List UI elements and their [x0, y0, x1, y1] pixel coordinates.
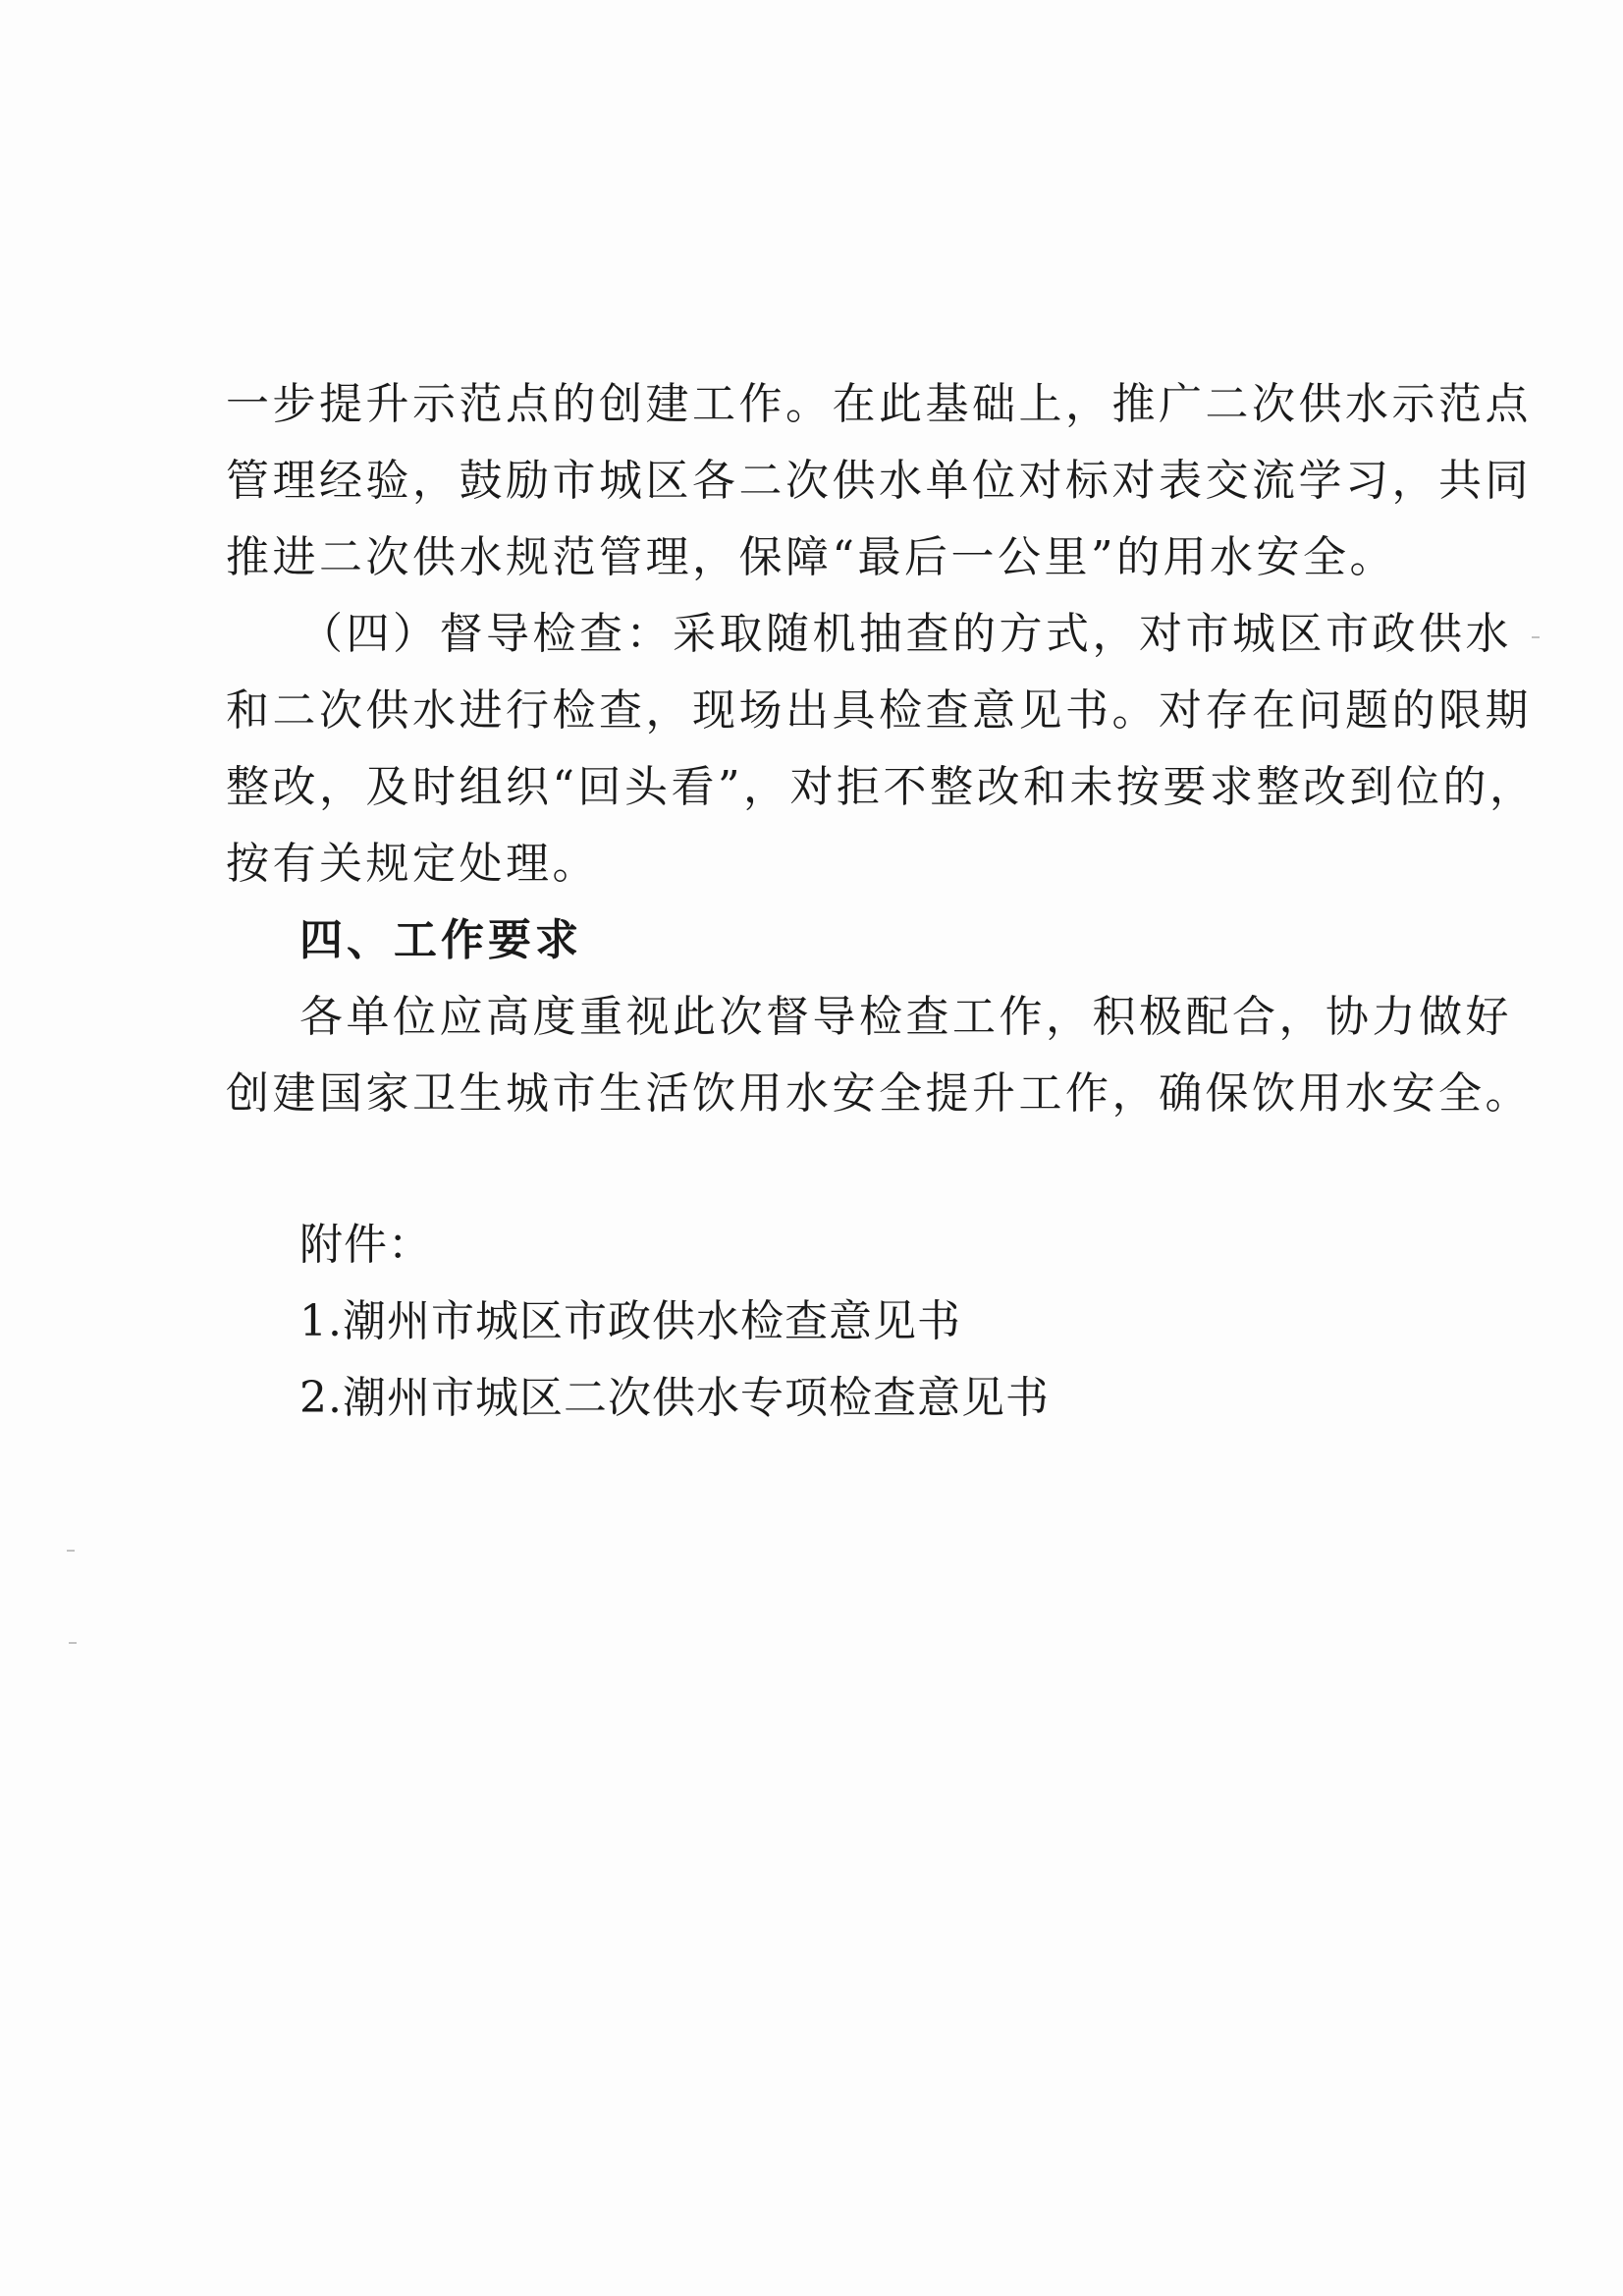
scan-speck: [1532, 636, 1540, 638]
paragraph-line: 按有关规定处理。: [226, 839, 599, 889]
paragraph-line: 创建国家卫生城市生活饮用水安全提升工作，确保饮用水安全。: [226, 1068, 1532, 1119]
paragraph-line: 整改，及时组织“回头看”，对拒不整改和未按要求整改到位的，: [226, 762, 1537, 812]
paragraph-line: 一步提升示范点的创建工作。在此基础上，推广二次供水示范点: [226, 379, 1532, 429]
scan-speck: [67, 1550, 75, 1552]
paragraph-line: 管理经验，鼓励市城区各二次供水单位对标对表交流学习，共同: [226, 456, 1532, 506]
paragraph-line: （四）督导检查：采取随机抽查的方式，对市城区市政供水: [299, 609, 1512, 659]
paragraph-line: 推进二次供水规范管理，保障“最后一公里”的用水安全。: [226, 532, 1396, 582]
attachment-item: 1.潮州市城区市政供水检查意见书: [299, 1296, 961, 1346]
paragraph-line: 各单位应高度重视此次督导检查工作，积极配合，协力做好: [299, 992, 1512, 1042]
attachments-label: 附件：: [299, 1220, 432, 1270]
paragraph-line: 和二次供水进行检查，现场出具检查意见书。对存在问题的限期: [226, 685, 1532, 736]
scan-speck: [69, 1642, 77, 1644]
section-heading: 四、工作要求: [299, 915, 582, 965]
attachment-item: 2.潮州市城区二次供水专项检查意见书: [299, 1373, 1050, 1423]
